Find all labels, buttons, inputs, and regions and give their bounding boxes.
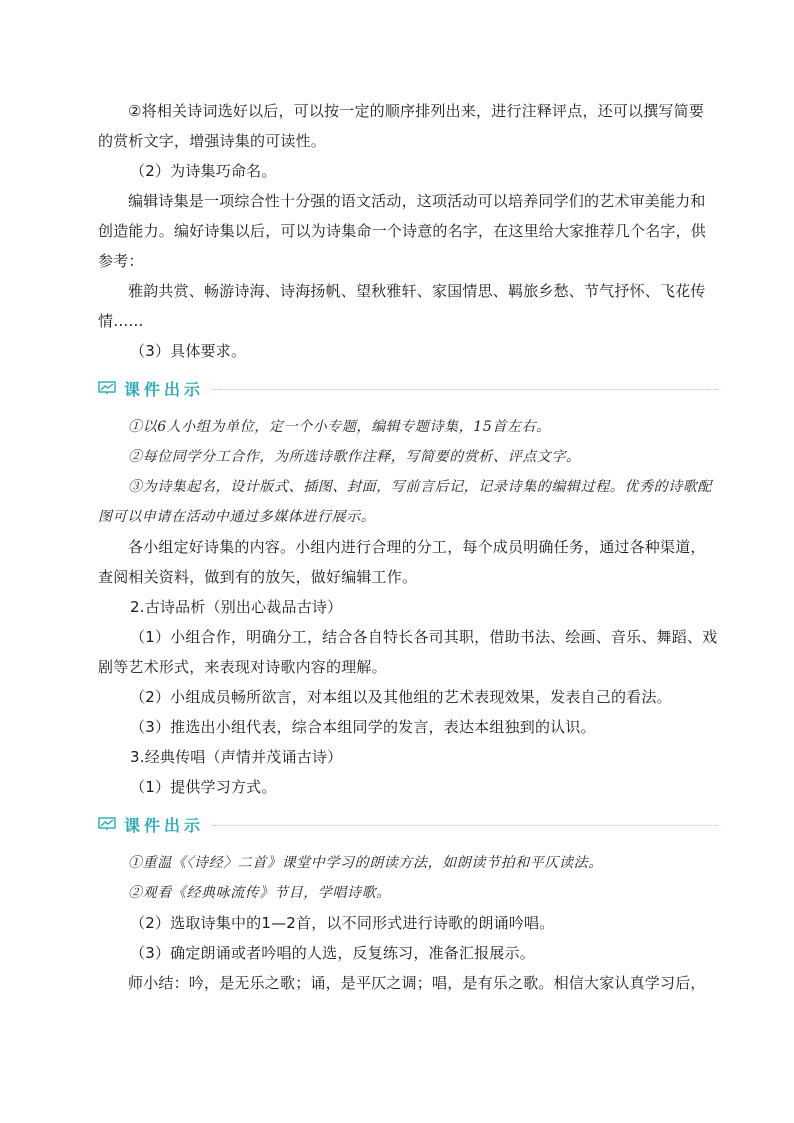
subheading: （2）为诗集巧命名。 (130, 162, 277, 180)
callout-item: ②观看《经典咏流传》节目，学唱诗歌。 (128, 885, 391, 901)
callout-item: ①以6人小组为单位，定一个小专题，编辑专题诗集，15首左右。 (128, 419, 551, 435)
section-heading: 3.经典传唱（声情并茂诵古诗） (130, 748, 343, 766)
body-paragraph: 编辑诗集是一项综合性十分强的语文活动，这项活动可以培养同学们的艺术审美能力和创造能力。编好诗集以后，可以为诗集命一个诗意的名字，在这里给大家推荐几个名字，供参考： (98, 192, 707, 270)
dotted-divider (212, 825, 718, 826)
callout-item: ②每位同学分工合作，为所选诗歌作注释，写简要的赏析、评点文字。 (128, 449, 581, 465)
document-body (98, 96, 718, 998)
courseware-callout-header (98, 370, 718, 406)
body-paragraph: 各小组定好诗集的内容。小组内进行合理的分工，每个成员明确任务，通过各种渠道，查阅相关资料，做到有的放矢，做好编辑工作。 (98, 538, 706, 586)
callout-title: 课件出示 (124, 815, 205, 835)
body-paragraph: （2）选取诗集中的1—2首，以不同形式进行诗歌的朗诵吟唱。 (130, 914, 555, 932)
presentation-icon (98, 817, 116, 831)
body-paragraph: （1）小组合作，明确分工，结合各自特长各司其职，借助书法、绘画、音乐、舞蹈、戏剧等艺术形式，来表现对诗歌内容的理解。 (98, 628, 718, 676)
callout-item: ①重温《〈诗经〉二首》课堂中学习的朗读方法，如朗读节拍和平仄读法。 (128, 855, 603, 871)
subheading: （1）提供学习方式。 (130, 778, 277, 796)
body-paragraph: ②将相关诗词选好以后，可以按一定的顺序排列出来，进行注释评点，还可以撰写简要的赏析文字，增强诗集的可读性。 (98, 102, 705, 150)
subheading: （3）具体要求。 (130, 342, 247, 360)
callout-item: ③为诗集起名，设计版式、插图、封面，写前言后记，记录诗集的编辑过程。优秀的诗歌配图可以申请在活动中通过多媒体进行展示。 (98, 479, 712, 525)
courseware-callout-header (98, 806, 718, 842)
dotted-divider (212, 389, 718, 390)
body-paragraph: （3）确定朗诵或者吟唱的人选，反复练习，准备汇报展示。 (130, 944, 535, 962)
callout-title: 课件出示 (124, 379, 205, 399)
presentation-icon (98, 381, 116, 395)
body-paragraph: 师小结：吟，是无乐之歌；诵，是平仄之调；唱，是有乐之歌。相信大家认真学习后， (128, 974, 706, 992)
section-heading: 2.古诗品析（别出心裁品古诗） (130, 598, 343, 616)
body-paragraph: 雅韵共赏、畅游诗海、诗海扬帆、望秋雅轩、家国情思、羁旅乡愁、节气抒怀、飞花传情…… (98, 282, 706, 330)
body-paragraph: （2）小组成员畅所欲言，对本组以及其他组的艺术表现效果，发表自己的看法。 (130, 688, 672, 706)
body-paragraph: （3）推选出小组代表，综合本组同学的发言，表达本组独到的认识。 (130, 718, 596, 736)
